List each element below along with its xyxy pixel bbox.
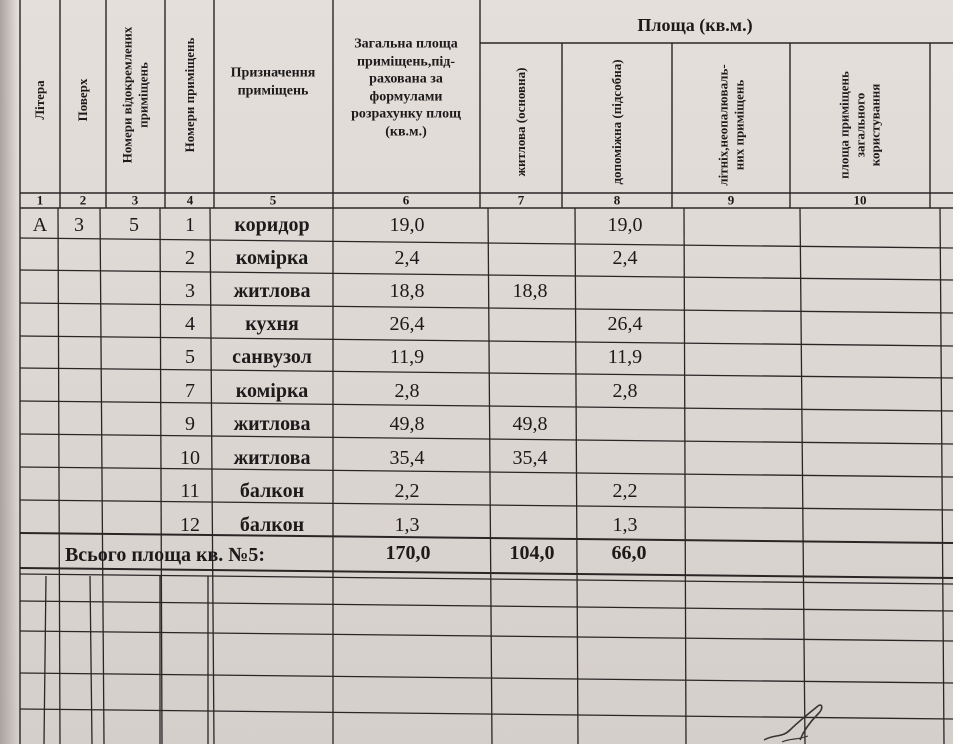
row-room-number: 4 <box>185 313 195 336</box>
column-number-3: 3 <box>131 192 139 208</box>
row-room-purpose: житлова <box>233 279 311 302</box>
header-total-area: Загальна площа приміщень,під-рахована за формулами розрахунку площ (кв.м.) <box>351 36 461 139</box>
row-room-purpose: коридор <box>234 214 310 236</box>
row-auxiliary-area: 1,3 <box>612 513 638 536</box>
row-room-purpose: кухня <box>245 313 299 336</box>
totals-living-area: 104,0 <box>509 542 555 564</box>
column-number-9: 9 <box>727 192 735 208</box>
header-common-area: площа приміщень загального користування <box>836 71 883 179</box>
column-number-4: 4 <box>186 192 194 208</box>
row-total-area: 2,4 <box>394 246 420 269</box>
row-room-number: 5 <box>185 346 195 369</box>
row-living-area: 49,8 <box>512 413 548 436</box>
row-room-number: 2 <box>185 246 195 269</box>
row-floor: 3 <box>74 214 84 236</box>
row-total-area: 35,4 <box>389 446 425 469</box>
header-floor: Поверх <box>75 78 91 122</box>
header-room-numbers: Номери приміщень <box>182 37 198 153</box>
column-number-1: 1 <box>36 192 44 208</box>
row-total-area: 1,3 <box>394 513 420 536</box>
column-number-2: 2 <box>79 192 87 208</box>
row-auxiliary-area: 2,2 <box>612 480 638 503</box>
row-total-area: 2,8 <box>394 379 420 402</box>
header-litera: Літера <box>32 80 48 120</box>
row-room-purpose: комірка <box>235 246 309 269</box>
row-room-purpose: санвузол <box>232 346 312 369</box>
column-number-5: 5 <box>269 192 277 208</box>
row-room-purpose: житлова <box>233 446 311 469</box>
column-number-8: 8 <box>613 192 621 208</box>
row-auxiliary-area: 2,8 <box>612 379 638 402</box>
header-summer-area: літніх,неопалюваль-них приміщень <box>715 64 746 186</box>
row-total-area: 2,2 <box>394 480 420 503</box>
header-living-area: житлова (основна) <box>513 67 529 177</box>
row-room-purpose: балкон <box>239 513 305 536</box>
column-number-7: 7 <box>517 192 525 208</box>
row-auxiliary-area: 26,4 <box>607 313 643 336</box>
row-apartment-number: 5 <box>129 214 139 236</box>
header-area-group: Площа (кв.м.) <box>637 14 753 35</box>
header-auxiliary-area: допоміжна (підсобна) <box>609 59 625 185</box>
row-room-purpose: комірка <box>235 379 309 402</box>
row-total-area: 26,4 <box>389 313 425 336</box>
totals-label: Всього площа кв. №5: <box>64 544 266 566</box>
header-room-purpose: Призначення приміщень <box>230 65 316 98</box>
row-room-purpose: житлова <box>233 413 311 436</box>
row-living-area: 35,4 <box>512 446 548 469</box>
column-number-10: 10 <box>853 192 867 208</box>
row-litera: А <box>32 214 48 236</box>
header-apartment-numbers: Номери відокремлених приміщень <box>119 26 150 164</box>
row-room-number: 12 <box>180 513 200 536</box>
row-auxiliary-area: 11,9 <box>607 346 643 369</box>
row-total-area: 18,8 <box>389 279 425 302</box>
row-room-number: 7 <box>185 379 195 402</box>
row-room-number: 10 <box>180 446 200 469</box>
row-total-area: 49,8 <box>389 413 425 436</box>
totals-auxiliary-area: 66,0 <box>611 542 647 564</box>
row-total-area: 11,9 <box>389 346 425 369</box>
row-auxiliary-area: 19,0 <box>607 214 643 236</box>
row-room-number: 9 <box>185 413 195 436</box>
row-auxiliary-area: 2,4 <box>612 246 638 269</box>
row-living-area: 18,8 <box>512 279 548 302</box>
signature-mark <box>760 700 840 744</box>
row-room-number: 11 <box>180 480 200 503</box>
row-total-area: 19,0 <box>389 214 425 236</box>
column-number-6: 6 <box>402 192 410 208</box>
row-room-number: 3 <box>185 279 195 302</box>
row-room-number: 1 <box>185 214 195 236</box>
totals-total-area: 170,0 <box>385 542 431 564</box>
row-room-purpose: балкон <box>239 480 305 503</box>
